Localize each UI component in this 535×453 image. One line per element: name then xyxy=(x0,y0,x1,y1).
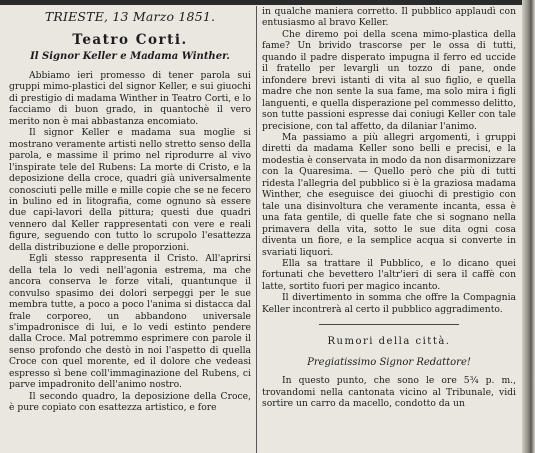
paragraph: Ma passiamo a più allegri argomenti, i gruppi diretti da madama Keller sono belli e precisi, e la modestia è conservata in modo da non disarmonizzare con la Quaresima. — Quello però che più di tutti ridesta l'allegria del pubblico si è la graziosa madama Winther, che eseguisce dei giuochi di prestigio con tale una disinvoltura che veramente incanta, essa è una fata gentile, di quelle fate che si sognano nella primavera della vita, sotto le sue dita ogni cosa diventa un fiore, e la semplice acqua si converte in svariati liquori. xyxy=(262,131,516,258)
paragraph: In questo punto, che sono le ore 5¾ p. m., trovandomi nella cantonata vicino al Tribunale, vidi sortire un carro da macello, condotto da un xyxy=(262,375,516,410)
paragraph: Abbiamo ieri promesso di tener parola sui gruppi mimo-plastici del signor Keller, e sui giuochi di prestigio di madama Winther in Teatro Corti, e lo facciamo di buon grado, in quantochè il vero merito non è mai abbastanza encomiato. xyxy=(9,70,251,127)
paragraph: Il divertimento in somma che offre la Compagnia Keller incontrerà al certo il pubblico aggradimento. xyxy=(262,292,516,315)
section-divider xyxy=(319,324,459,325)
paragraph: Il signor Keller e madama sua moglie si mostrano veramente artisti nello stretto senso della parola, e massime il primo nel riprodurre al vivo l'inspirate tele del Rubens: La morte di Cristo, e la deposizione della croce, quadri già universalmente conosciuti pelle mille e mille copie che se ne fecero in bulino ed in litografia, come ognuno sà essere due capi-lavori della pittura; questi due quadri vennero dal Keller rappresentati con vere e reali figure, seguendo con tutto lo scrupolo l'esattezza della distribuzione e delle proporzioni. xyxy=(9,127,251,253)
paragraph: Egli stesso rappresenta il Cristo. All'aprirsi della tela lo vedi nell'agonia estrema, ma che ancora conserva le forze vitali, quantunque il convulso spasimo dei dolori serpeggi per le sue membra tutte, a poco a poco l'anima si distacca dal frale corporeo, un abbandono universale s'impadronisce di lui, e lo vedi estinto pendere dalla Croce. Mal potremmo esprimere con parole il senso profondo che destò in noi l'aspetto di quella Croce con quel morente, ed il dolore che vedeasi espresso sì bene coll'immaginazione del Rubens, ci parve impadronito dell'animo nostro. xyxy=(9,253,251,391)
scan-edge xyxy=(522,0,535,453)
column-rule xyxy=(256,6,257,453)
paragraph: Che diremo poi della scena mimo-plastica della fame? Un brivido trascorse per le ossa di tutti, quando il padre disperato impugna il ferro ed uccide il fratello per levargli un tozzo di pane, onde infondere brevi istanti di vita al suo figlio, e quella madre che non sente la sua fame, ma solo mira i figli languenti, e quella disperazione pel commesso delitto, son tutte passioni espresse dai coniugi Keller con tale precisione, con tal affetto, da dilaniar l'animo. xyxy=(262,28,516,132)
paragraph: Ella sa trattare il Pubblico, e lo dicano quei fortunati che bevettero l'altr'ieri di sera il caffè con latte, sortito fuori per magico incanto. xyxy=(262,257,516,292)
left-column xyxy=(9,6,251,453)
dateline: TRIESTE, 13 Marzo 1851. xyxy=(44,9,216,24)
right-column xyxy=(262,6,516,453)
paragraph: in qualche maniera corretto. Il pubblico applaudì con entusiasmo al bravo Keller. xyxy=(262,6,516,29)
section-title: Rumori della città. xyxy=(327,336,451,348)
paragraph: Il secondo quadro, la deposizione della Croce, è pure copiato con esattezza artistico, e fore xyxy=(9,390,251,414)
article-title: Teatro Corti. xyxy=(72,32,188,48)
salutation: Pregiatissimo Signor Redattore! xyxy=(307,357,471,369)
article-subtitle: Il Signor Keller e Madama Winther. xyxy=(30,51,230,62)
top-rule xyxy=(0,0,522,5)
